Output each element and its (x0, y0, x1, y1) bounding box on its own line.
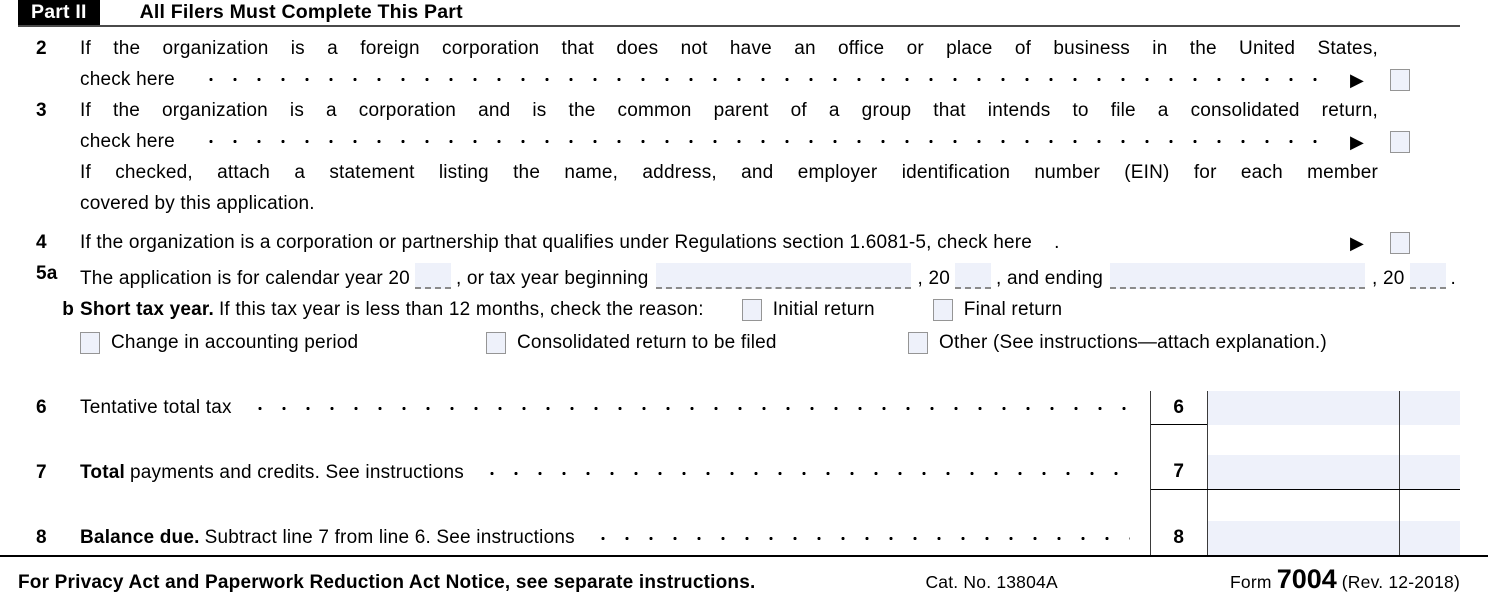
line-3-text: If the organization is a corporation and is the common parent of a group that intends to file a consolidated return, (80, 100, 1378, 121)
line-6-amount-input[interactable] (1208, 391, 1400, 425)
line-2-text: If the organization is a foreign corporation that does not have an office or place of business in the United States, (80, 38, 1378, 59)
line-7 (18, 425, 1150, 490)
consolidated-return-label: Consolidated return to be filed (517, 332, 777, 353)
consolidated-return-option (486, 327, 908, 358)
other-reason-option (908, 327, 1327, 358)
table-row-6 (1151, 391, 1460, 425)
tax-year-beginning-input[interactable] (656, 263, 911, 289)
tax-amounts-section (18, 391, 1460, 555)
footer (18, 557, 1460, 595)
change-accounting-period-option (80, 327, 486, 358)
other-reason-label: Other (See instructions—attach explanation.) (939, 332, 1327, 353)
line-5a-calendar-text: The application is for calendar year 20 (80, 268, 410, 289)
dot-leader (199, 126, 1326, 157)
form-word: Form (1230, 572, 1272, 592)
line-8 (18, 490, 1150, 555)
part-title: All Filers Must Complete This Part (139, 1, 463, 23)
line-4-checkbox[interactable] (1390, 232, 1410, 254)
amount-table (1150, 391, 1460, 555)
catalog-number: Cat. No. 13804A (925, 572, 1058, 592)
line-3-checkbox[interactable] (1390, 131, 1410, 153)
line-3 (18, 95, 1460, 219)
line-7-box-number: 7 (1151, 425, 1208, 489)
dot-leader (248, 393, 1130, 424)
line-2-check-here-label: check here (80, 69, 175, 90)
final-return-checkbox[interactable] (933, 299, 953, 321)
line-7-amount-input[interactable] (1208, 425, 1400, 489)
table-row-8 (1151, 490, 1460, 555)
line-5b (18, 294, 1460, 325)
line-6-cents-input[interactable] (1400, 391, 1460, 425)
ending-year-input[interactable] (1410, 263, 1446, 289)
dot-leader (591, 523, 1130, 554)
line-8-label: Subtract line 7 from line 6. See instructions (204, 527, 575, 548)
right-arrow-icon: ▶ (1349, 232, 1364, 253)
line-5a (18, 258, 1460, 294)
initial-return-checkbox[interactable] (742, 299, 762, 321)
right-arrow-icon: ▶ (1349, 131, 1364, 152)
line-5b-number: b (62, 299, 74, 320)
line-2-checkbox[interactable] (1390, 69, 1410, 91)
form-number: 7004 (1276, 564, 1337, 594)
line-3-note-line1: If checked, attach a statement listing the name, address, and employer identification number (EIN) for each member (80, 162, 1378, 183)
line-8-number: 8 (36, 527, 47, 548)
initial-return-label: Initial return (772, 299, 875, 320)
line-3-note-line2: covered by this application. (80, 193, 315, 214)
beginning-year-input[interactable] (955, 263, 991, 289)
line-4-text: If the organization is a corporation or partnership that qualifies under Regulations section 1.6081-5, check here (80, 232, 1033, 253)
line-6-number: 6 (36, 397, 47, 418)
line-6 (18, 391, 1150, 425)
initial-return-option (742, 294, 875, 325)
line-4-number: 4 (36, 232, 47, 253)
change-accounting-period-label: Change in accounting period (111, 332, 359, 353)
line-5a-ending-text: , and ending (996, 268, 1104, 289)
short-tax-year-label: Short tax year. (80, 299, 214, 320)
dot-leader (199, 64, 1326, 95)
line-6-box-number: 6 (1151, 391, 1208, 425)
line-2-number: 2 (36, 38, 47, 59)
right-arrow-icon: ▶ (1349, 69, 1364, 90)
tax-year-ending-input[interactable] (1110, 263, 1365, 289)
line-5b-text: If this tax year is less than 12 months, check the reason: (218, 299, 704, 320)
line-2 (18, 33, 1460, 95)
consolidated-return-checkbox[interactable] (486, 332, 506, 354)
line-5a-20b-text: , 20 (1372, 268, 1405, 289)
privacy-act-notice: For Privacy Act and Paperwork Reduction Act Notice, see separate instructions. (18, 572, 756, 593)
line-8-amount-input[interactable] (1208, 490, 1400, 555)
calendar-year-input[interactable] (415, 263, 451, 289)
table-row-7 (1151, 425, 1460, 490)
line-3-number: 3 (36, 100, 47, 121)
line-5a-period: . (1450, 268, 1456, 289)
line-7-label: payments and credits. See instructions (129, 462, 464, 483)
line-4-dot: . (1054, 232, 1060, 253)
part-label-badge: Part II (18, 0, 100, 25)
line-7-number: 7 (36, 462, 47, 483)
line-8-box-number: 8 (1151, 490, 1208, 555)
form-identifier (1230, 564, 1460, 595)
line-5b-row2 (18, 327, 1460, 358)
change-accounting-period-checkbox[interactable] (80, 332, 100, 354)
line-5a-number: 5a (36, 263, 58, 284)
form-revision: (Rev. 12-2018) (1341, 572, 1460, 592)
other-reason-checkbox[interactable] (908, 332, 928, 354)
line-7-label-bold: Total (80, 462, 125, 483)
line-8-label-bold: Balance due. (80, 527, 200, 548)
final-return-option (933, 294, 1063, 325)
line-4 (18, 227, 1460, 258)
dot-leader (480, 458, 1130, 489)
part-ii-header (18, 0, 1460, 27)
line-8-cents-input[interactable] (1400, 490, 1460, 555)
line-3-check-here-label: check here (80, 131, 175, 152)
line-5a-20a-text: , 20 (917, 268, 951, 289)
line-6-label: Tentative total tax (80, 397, 232, 418)
line-7-cents-input[interactable] (1400, 425, 1460, 489)
final-return-label: Final return (963, 299, 1063, 320)
line-5a-beginning-text: , or tax year beginning (455, 268, 649, 289)
